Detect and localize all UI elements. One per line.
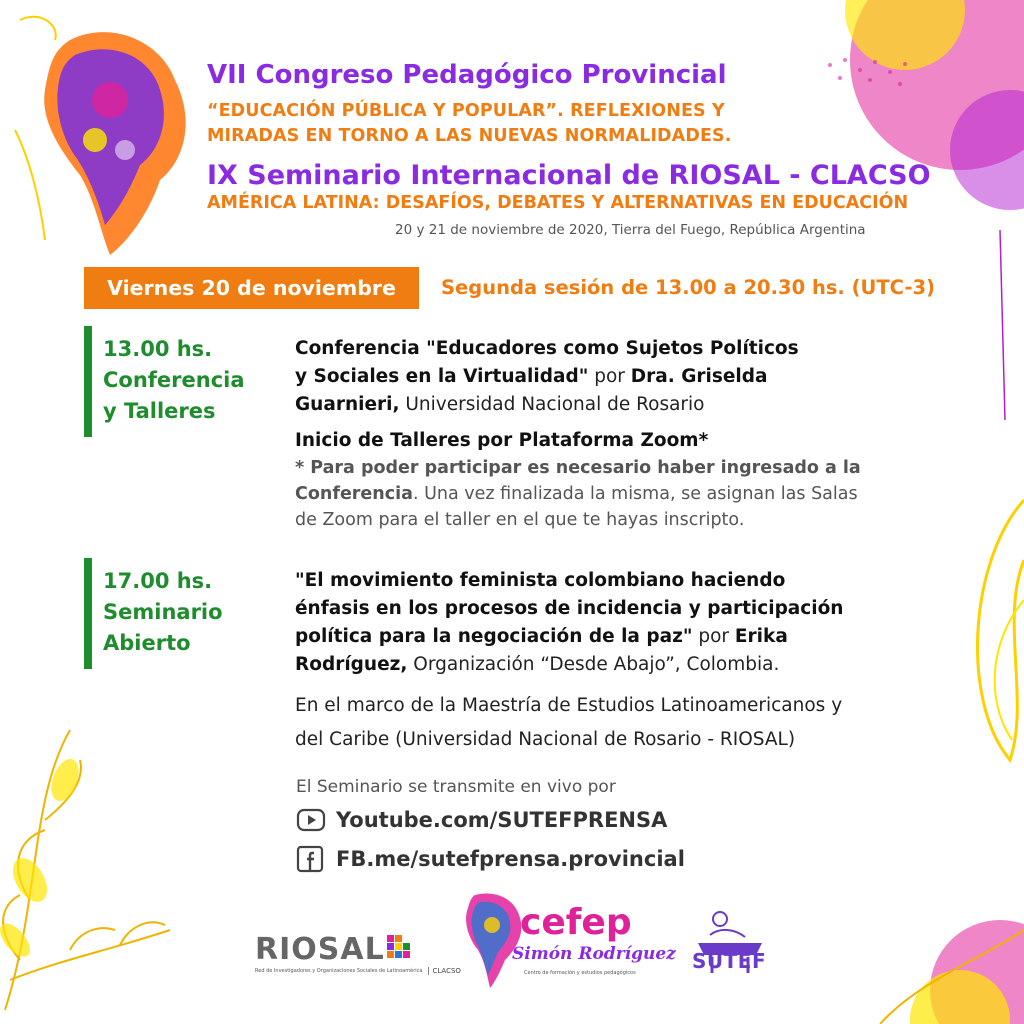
seminar-speaker-line2: Rodríguez, [295, 654, 408, 675]
conf-por: por [588, 366, 631, 387]
block2-time-line: Seminario [103, 600, 223, 624]
sutef-wordmark: SUTEF [692, 949, 767, 973]
block2-content [295, 567, 955, 757]
youtube-link-text[interactable]: Youtube.com/SUTEFPRENSA [336, 808, 668, 832]
day-badge: Viernes 20 de noviembre [84, 267, 419, 309]
note-line2a: Conferencia [295, 484, 413, 504]
yellow-swirl-right [977, 500, 1024, 760]
block1-time-line: y Talleres [103, 399, 216, 423]
riosal-mosaic-icon [387, 935, 417, 965]
latin-america-map-icon [15, 17, 186, 255]
yellow-swirl-right-2 [995, 600, 1024, 740]
congreso-title: VII Congreso Pedagógico Provincial [207, 60, 727, 90]
conf-speaker-line1: Dra. Griselda [630, 366, 768, 387]
seminario-title: IX Seminario Internacional de RIOSAL - CLACSO [207, 160, 931, 191]
block1-accent-bar [84, 326, 92, 437]
facebook-link[interactable] [296, 845, 685, 873]
conf-institution: Universidad Nacional de Rosario [399, 394, 705, 415]
conf-speaker-line2: Guarnieri, [295, 394, 400, 415]
sutef-figure-icon [690, 905, 770, 985]
seminar-speaker-line1: Erika [734, 626, 788, 647]
block1-content [295, 335, 935, 533]
marco-line1: En el marco de la Maestría de Estudios Latinoamericanos y [295, 695, 843, 716]
marco-line2: del Caribe (Universidad Nacional de Rosario - RIOSAL) [295, 729, 796, 750]
cefep-logo [460, 890, 676, 990]
clacso-mark: CLACSO [428, 967, 460, 975]
seminario-subtitle: AMÉRICA LATINA: DESAFÍOS, DEBATES Y ALTERNATIVAS EN EDUCACIÓN [207, 193, 909, 213]
conf-title-line2: y Sociales en la Virtualidad" [295, 366, 589, 387]
seminar-title-line2: énfasis en los procesos de incidencia y participación [295, 598, 844, 619]
congreso-subtitle-line1: “EDUCACIÓN PÚBLICA Y POPULAR”. REFLEXIONES Y [207, 101, 725, 121]
cefep-wordmark: cefep [520, 902, 632, 943]
block1-time [103, 334, 245, 427]
riosal-wordmark: RIOSAL [255, 932, 385, 967]
session-time: Segunda sesión de 13.00 a 20.30 hs. (UTC-3) [441, 276, 936, 299]
note-line3: de Zoom para el taller en el que te hayas inscripto. [295, 510, 745, 530]
conf-title-line1: Conferencia "Educadores como Sujetos Políticos [295, 338, 799, 359]
seminar-title-line3: política para la negociación de la paz" [295, 626, 693, 647]
youtube-icon [296, 808, 326, 832]
riosal-caption: Red de Investigadores y Organizaciones Sociales de Latinoamérica [255, 968, 423, 974]
cefep-script: Simón Rodríguez [512, 944, 676, 964]
riosal-logo [255, 932, 461, 975]
block2-accent-bar [84, 558, 92, 669]
congreso-subtitle-line2: MIRADAS EN TORNO A LAS NUEVAS NORMALIDADES. [207, 126, 732, 146]
facebook-link-text[interactable]: FB.me/sutefprensa.provincial [336, 847, 685, 871]
block2-time [103, 566, 223, 659]
seminar-title-line1: "El movimiento feminista colombiano haciendo [295, 570, 786, 591]
seminar-por: por [692, 626, 735, 647]
date-place: 20 y 21 de noviembre de 2020, Tierra del Fuego, República Argentina [395, 222, 866, 238]
block2-time-line: 17.00 hs. [103, 569, 213, 593]
sutef-logo [690, 905, 770, 985]
leaf-fill-left [0, 755, 84, 962]
facebook-icon [296, 845, 326, 873]
note-line1: * Para poder participar es necesario haber ingresado a la [295, 458, 861, 478]
block1-time-line: Conferencia [103, 368, 245, 392]
talleres-title: Inicio de Talleres por Plataforma Zoom* [295, 430, 709, 451]
thin-line-right [1000, 230, 1005, 420]
stream-label: El Seminario se transmite en vivo por [296, 777, 616, 797]
block1-time-line: 13.00 hs. [103, 337, 213, 361]
youtube-link[interactable] [296, 806, 667, 834]
block2-time-line: Abierto [103, 631, 191, 655]
cefep-caption: Centro de formación y estudios pedagógicos [524, 970, 636, 976]
note-line2b: . Una vez finalizada la misma, se asignan las Salas [412, 484, 858, 504]
seminar-org: Organización “Desde Abajo”, Colombia. [407, 654, 780, 675]
